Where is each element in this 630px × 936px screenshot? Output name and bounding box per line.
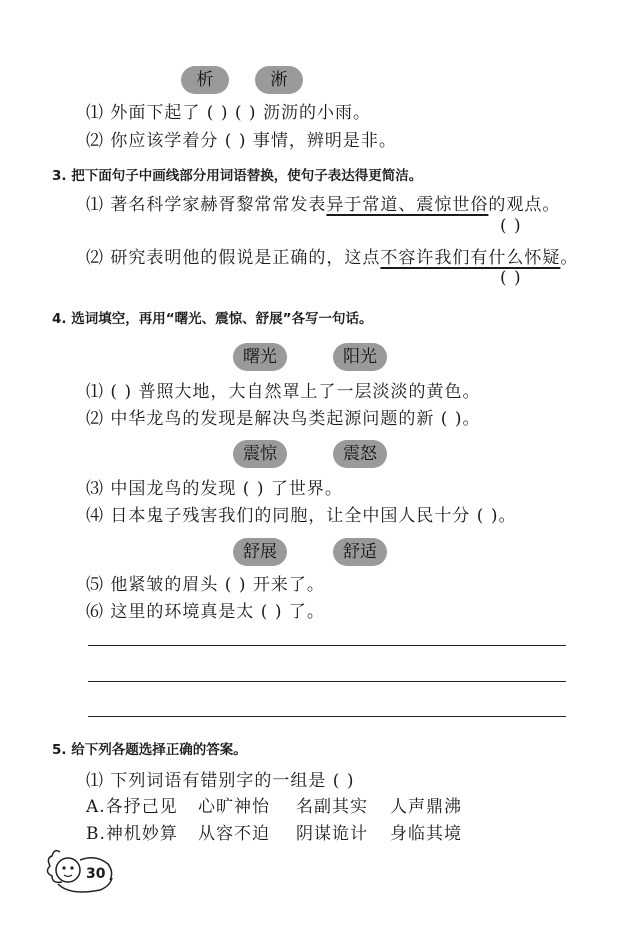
question-line: ⑸ 他紧皱的眉头 ( ) 开来了。 <box>86 575 325 595</box>
mascot-icon <box>40 840 120 900</box>
option-row <box>86 792 462 817</box>
answer-blank[interactable]: ( ) <box>500 216 522 236</box>
option-word: 心旷神怡 <box>198 797 270 817</box>
question-text: ⑴ 著名科学家赫胥黎常常发表 <box>86 195 327 215</box>
answer-blank[interactable]: ( ) <box>500 268 522 288</box>
question-text: ⑵ 研究表明他的假说是正确的，这点 <box>86 248 381 268</box>
option-word: 阴谋诡计 <box>296 824 368 844</box>
option-word: B.神机妙算 <box>86 824 178 844</box>
question-text: 。 <box>560 248 579 268</box>
underlined-phrase: 不容许我们有什么怀疑 <box>380 248 561 268</box>
question-line: ⑵ 你应该学着分 ( ) 事情，辨明是非。 <box>86 131 397 151</box>
writing-line[interactable] <box>88 681 566 682</box>
word-choice-pill: 震惊 <box>233 440 287 468</box>
word-choice-pill: 舒展 <box>233 538 287 566</box>
question-text: 的观点。 <box>488 195 561 215</box>
question-line <box>86 190 560 215</box>
word-choice-pill: 舒适 <box>333 538 387 566</box>
option-word: 身临其境 <box>390 824 462 844</box>
word-choice-pill: 析 <box>181 66 229 94</box>
option-word: 名副其实 <box>296 797 368 817</box>
option-row <box>86 819 462 844</box>
writing-line[interactable] <box>88 645 566 646</box>
underlined-phrase: 异于常道、震惊世俗 <box>326 195 489 215</box>
question-line: ⑴ ( ) 普照大地，大自然罩上了一层淡淡的黄色。 <box>86 382 481 402</box>
option-word: 人声鼎沸 <box>390 797 462 817</box>
word-choice-pill: 阳光 <box>333 343 387 371</box>
section-heading: 5. 给下列各题选择正确的答案。 <box>52 742 247 758</box>
page-number: 30 <box>86 866 106 882</box>
option-word: A.各抒己见 <box>86 797 178 817</box>
word-choice-pill: 淅 <box>255 66 303 94</box>
question-line: ⑴ 外面下起了 ( ) ( ) 沥沥的小雨。 <box>86 103 371 123</box>
section-heading: 4. 选词填空，再用“曙光、震惊、舒展”各写一句话。 <box>52 311 373 327</box>
question-line: ⑹ 这里的环境真是太 ( ) 了。 <box>86 602 325 622</box>
word-choice-pill: 震怒 <box>333 440 387 468</box>
question-line: ⑷ 日本鬼子残害我们的同胞，让全中国人民十分 ( )。 <box>86 506 517 526</box>
section-heading: 3. 把下面句子中画线部分用词语替换，使句子表达得更简洁。 <box>52 168 423 184</box>
question-line: ⑴ 下列词语有错别字的一组是 ( ) <box>86 771 355 791</box>
word-choice-pill: 曙光 <box>233 343 287 371</box>
question-line: ⑶ 中国龙鸟的发现 ( ) 了世界。 <box>86 479 343 499</box>
writing-line[interactable] <box>88 716 566 717</box>
option-word: 从容不迫 <box>198 824 270 844</box>
question-line <box>86 243 578 268</box>
question-line: ⑵ 中华龙鸟的发现是解决鸟类起源问题的新 ( )。 <box>86 409 481 429</box>
